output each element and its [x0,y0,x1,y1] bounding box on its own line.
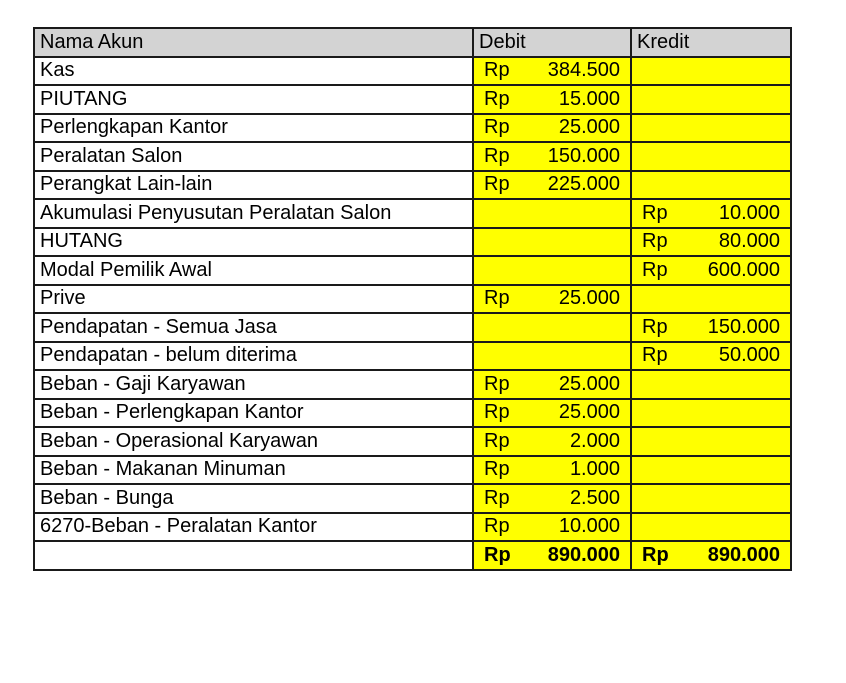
currency-label: Rp [484,287,510,310]
table-row [34,57,791,86]
total-debit-value: 890.000 [547,543,620,566]
total-credit-amount [642,544,780,567]
currency-label: Rp [484,401,510,424]
table-row [34,456,791,485]
credit-value: 80.000 [718,230,780,253]
table-row [34,399,791,428]
trial-balance-sheet [33,27,790,571]
debit-amount [484,430,620,453]
debit-amount [484,145,620,168]
debit-column-header: Debit [473,28,631,57]
account-name-cell: Modal Pemilik Awal [34,256,473,285]
debit-amount [484,287,620,310]
credit-cell [631,399,791,428]
table-row [34,114,791,143]
debit-cell [473,57,631,86]
debit-cell [473,513,631,542]
credit-cell [631,57,791,86]
debit-cell [473,313,631,342]
account-name-cell: 6270-Beban - Peralatan Kantor [34,513,473,542]
table-row [34,85,791,114]
credit-cell [631,199,791,228]
debit-amount [484,373,620,396]
credit-cell [631,114,791,143]
credit-cell [631,228,791,257]
account-name-cell: HUTANG [34,228,473,257]
credit-column-header: Kredit [631,28,791,57]
credit-value: 50.000 [718,344,780,367]
currency-label: Rp [484,87,510,110]
credit-value: 10.000 [718,201,780,224]
debit-amount [484,88,620,111]
debit-amount [484,487,620,510]
debit-value: 25.000 [558,372,620,395]
credit-cell [631,370,791,399]
currency-label: Rp [484,486,510,509]
credit-cell [631,256,791,285]
debit-value: 25.000 [558,287,620,310]
debit-value: 1.000 [569,458,620,481]
table-row [34,484,791,513]
debit-cell [473,456,631,485]
currency-label: Rp [484,144,510,167]
credit-amount [642,259,780,282]
debit-cell [473,342,631,371]
account-name-cell: Beban - Gaji Karyawan [34,370,473,399]
table-row [34,513,791,542]
currency-label: Rp [484,372,510,395]
debit-cell [473,142,631,171]
debit-amount [484,515,620,538]
currency-label: Rp [642,344,668,367]
currency-label: Rp [484,116,510,139]
credit-cell [631,285,791,314]
currency-label: Rp [484,543,511,566]
debit-value: 225.000 [547,173,620,196]
account-name-cell: Akumulasi Penyusutan Peralatan Salon [34,199,473,228]
credit-cell [631,313,791,342]
debit-value: 2.500 [569,486,620,509]
account-name-cell: Peralatan Salon [34,142,473,171]
debit-cell [473,484,631,513]
debit-value: 25.000 [558,116,620,139]
credit-cell [631,171,791,200]
table-row [34,142,791,171]
debit-value: 10.000 [558,515,620,538]
debit-value: 15.000 [558,87,620,110]
account-name-cell: Beban - Makanan Minuman [34,456,473,485]
account-name-cell: Pendapatan - Semua Jasa [34,313,473,342]
credit-cell [631,342,791,371]
debit-value: 25.000 [558,401,620,424]
debit-amount [484,173,620,196]
debit-amount [484,59,620,82]
totals-label-cell [34,541,473,570]
table-row [34,199,791,228]
table-row [34,171,791,200]
debit-cell [473,171,631,200]
account-name-cell: Perangkat Lain-lain [34,171,473,200]
currency-label: Rp [484,515,510,538]
credit-amount [642,230,780,253]
total-debit-amount [484,544,620,567]
table-row [34,427,791,456]
totals-row [34,541,791,570]
debit-cell [473,199,631,228]
table-row [34,256,791,285]
credit-amount [642,316,780,339]
header-row [34,28,791,57]
debit-value: 150.000 [547,144,620,167]
credit-amount [642,344,780,367]
debit-cell [473,85,631,114]
debit-cell [473,256,631,285]
account-name-cell: Prive [34,285,473,314]
total-credit-cell [631,541,791,570]
debit-amount [484,458,620,481]
total-credit-value: 890.000 [707,543,780,566]
credit-value: 600.000 [707,258,780,281]
table-row [34,285,791,314]
account-name-cell: Beban - Operasional Karyawan [34,427,473,456]
currency-label: Rp [642,315,668,338]
currency-label: Rp [642,258,668,281]
account-name-cell: Pendapatan - belum diterima [34,342,473,371]
table-body [34,57,791,570]
credit-amount [642,202,780,225]
debit-cell [473,228,631,257]
credit-cell [631,142,791,171]
account-name-cell: Kas [34,57,473,86]
table-row [34,228,791,257]
total-debit-cell [473,541,631,570]
currency-label: Rp [484,429,510,452]
credit-cell [631,427,791,456]
credit-cell [631,484,791,513]
account-name-cell: Perlengkapan Kantor [34,114,473,143]
debit-amount [484,401,620,424]
account-name-cell: Beban - Perlengkapan Kantor [34,399,473,428]
debit-cell [473,399,631,428]
currency-label: Rp [642,201,668,224]
credit-cell [631,513,791,542]
currency-label: Rp [642,230,668,253]
table-row [34,342,791,371]
debit-value: 384.500 [547,59,620,82]
table-row [34,313,791,342]
debit-value: 2.000 [569,429,620,452]
credit-value: 150.000 [707,315,780,338]
account-name-cell: PIUTANG [34,85,473,114]
currency-label: Rp [484,458,510,481]
currency-label: Rp [484,173,510,196]
debit-cell [473,285,631,314]
debit-cell [473,114,631,143]
currency-label: Rp [484,59,510,82]
currency-label: Rp [642,543,669,566]
debit-cell [473,427,631,456]
trial-balance-table [33,27,792,571]
account-name-cell: Beban - Bunga [34,484,473,513]
table-row [34,370,791,399]
credit-cell [631,85,791,114]
debit-cell [473,370,631,399]
debit-amount [484,116,620,139]
account-column-header: Nama Akun [34,28,473,57]
credit-cell [631,456,791,485]
